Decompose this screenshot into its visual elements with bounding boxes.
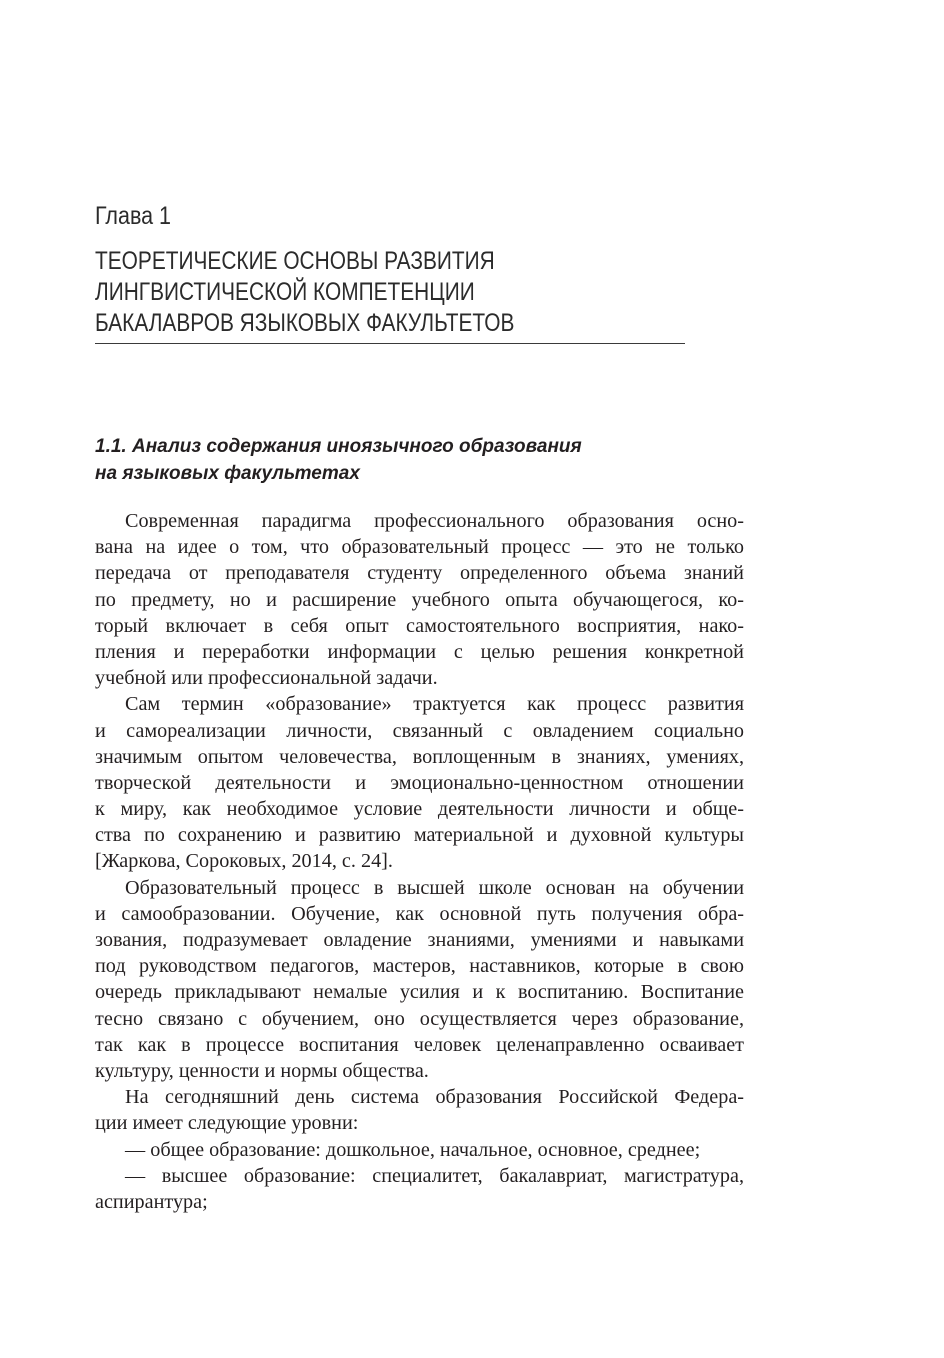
section-heading-line: на языковых факультетах (95, 463, 360, 484)
paragraph-line: Сам термин «образование» трактуется как процесс развития (125, 693, 744, 716)
paragraph-line: под руководством педагогов, мастеров, наставников, которые в свою (95, 955, 744, 978)
chapter-title-line: ЛИНГВИСТИЧЕСКОЙ КОМПЕТЕНЦИИ (95, 278, 475, 306)
list-item-line: — высшее образование: специалитет, бакалавриат, магистратура, (125, 1164, 744, 1187)
paragraph-line: передача от преподавателя студенту определенного объема знаний (95, 562, 744, 585)
chapter-title-rule (95, 343, 685, 344)
paragraph-line: к миру, как необходимое условие деятельности личности и обще- (95, 798, 744, 821)
paragraph-line: На сегодняшний день система образования Российской Федера- (125, 1086, 744, 1109)
chapter-title-line: ТЕОРЕТИЧЕСКИЕ ОСНОВЫ РАЗВИТИЯ (95, 247, 495, 275)
paragraph-line: Образовательный процесс в высшей школе основан на обучении (125, 876, 744, 899)
chapter-title-line: БАКАЛАВРОВ ЯЗЫКОВЫХ ФАКУЛЬТЕТОВ (95, 309, 515, 337)
paragraph-line: и самореализации личности, связанный с овладением социально (95, 719, 744, 742)
chapter-label: Глава 1 (95, 202, 172, 230)
paragraph-line: учебной или профессиональной задачи. (95, 667, 438, 690)
paragraph-line: вана на идее о том, что образовательный процесс — это не только (95, 536, 744, 559)
paragraph-line: так как в процессе воспитания человек целенаправленно осваивает (95, 1033, 744, 1056)
paragraph-line: зования, подразумевает овладение знаниями, умениями и навыками (95, 929, 744, 951)
body-text (95, 508, 744, 1215)
chapter-title (95, 246, 514, 339)
paragraph-line: тесно связано с обучением, оно осуществляется через образование, (95, 1007, 744, 1030)
paragraph-line: пления и переработки информации с целью решения конкретной (95, 640, 744, 663)
paragraph-line: торый включает в себя опыт самостоятельного восприятия, нако- (95, 614, 744, 637)
list-item-line: — общее образование: дошкольное, начальное, основное, среднее; (125, 1138, 701, 1161)
paragraph-line: очередь прикладывают немалые усилия и к воспитанию. Воспитание (95, 981, 744, 1004)
paragraph-line: [Жаркова, Сороковых, 2014, с. 24]. (95, 850, 393, 873)
section-heading (95, 433, 582, 487)
paragraph-line: Современная парадигма профессионального образования осно- (125, 510, 744, 532)
paragraph-line: ства по сохранению и развитию материальной и духовной культуры (95, 824, 744, 847)
paragraph-line: и самообразовании. Обучение, как основной путь получения обра- (95, 902, 744, 925)
list-item-line: аспирантура; (95, 1190, 208, 1213)
paragraph-line: ции имеет следующие уровни: (95, 1112, 359, 1135)
paragraph-line: значимым опытом человечества, воплощенным в знаниях, умениях, (95, 745, 744, 768)
section-heading-line: 1.1. Анализ содержания иноязычного образования (95, 436, 582, 457)
paragraph-line: творческой деятельности и эмоционально-ценностном отношении (95, 771, 744, 794)
paragraph-line: по предмету, но и расширение учебного опыта обучающегося, ко- (95, 588, 744, 611)
paragraph-line: культуру, ценности и нормы общества. (95, 1059, 429, 1082)
